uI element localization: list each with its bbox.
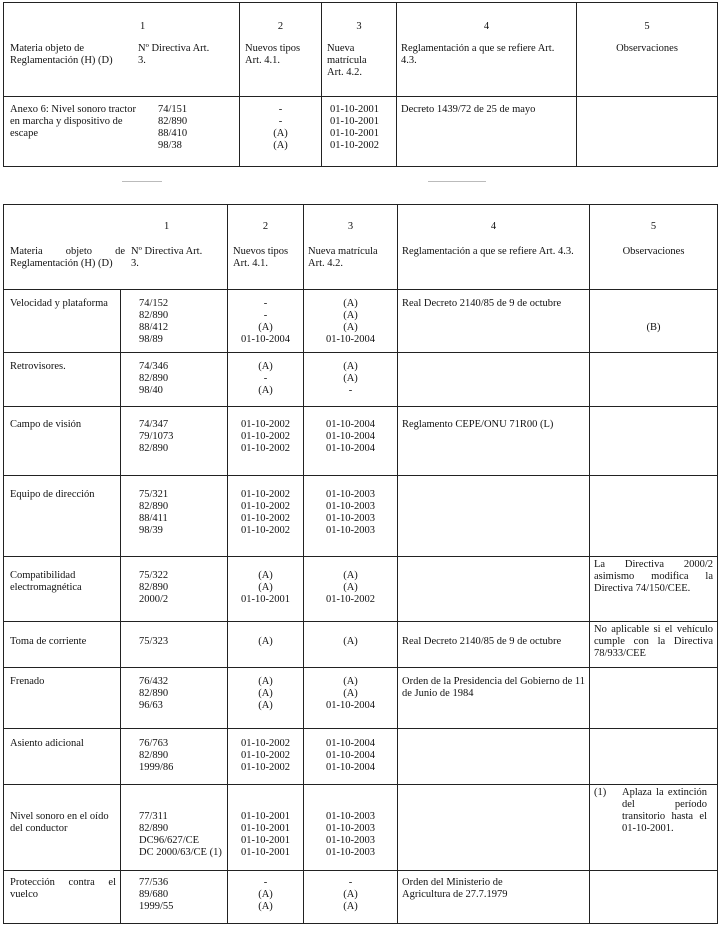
t2-cell-directivas [121,622,228,668]
t2-materia-text: Nivel sonoro en el oído del conductor [4,785,121,871]
t2-cell-nuevos-tipos [228,785,304,871]
t2-directiva: 88/411 [139,513,168,524]
t2-nueva-matricula-value: (A) [343,361,358,372]
t2-materia-text: Compatibilidad electromagnética [4,557,121,622]
t2-directiva: 1999/55 [139,901,174,912]
t2-cell-directivas [121,476,228,557]
t1-nuevos-tipos-value: (A) [273,140,288,151]
t2-nueva-matricula-value: (A) [343,582,358,593]
t2-observaciones-text: Aplaza la extinción del período transitorio hasta el 01-10-2001. [622,787,707,834]
t1-header-reglamentacion [397,3,577,97]
t2-cell-observaciones: No aplicable si el vehículo cumple con la Directiva 78/933/CEE [590,622,718,668]
t2-nuevos-tipos-value: (A) [258,582,273,593]
t2-row-asiento-adicional [4,729,718,785]
t2-cell-directivas [121,668,228,729]
t2-directiva: 82/890 [139,373,169,384]
t2-directiva: 82/890 [139,688,169,699]
t2-nuevos-tipos-value: 01-10-2002 [241,501,290,512]
t2-cell-observaciones [590,476,718,557]
t2-header-reglamentacion [398,205,590,290]
t2-nuevos-tipos-value: 01-10-2001 [241,847,290,858]
t2-directiva: 82/890 [139,582,169,593]
t1-directivas-list [138,104,187,152]
t1-col-number-2: 2 [277,21,284,32]
t2-nuevos-tipos-value: - [263,298,268,309]
t2-nuevos-tipos-value: - [263,310,268,321]
t2-header-directiva-label: Nº Directiva Art. 3. [131,246,203,269]
t2-nueva-matricula-value: (A) [343,676,358,687]
t2-directiva: 82/890 [139,310,169,321]
t2-row-nivel-sonoro-conductor [4,785,718,871]
scan-mark [428,181,486,182]
t2-cell-nueva-matricula [304,290,398,353]
t2-nuevos-tipos-value: 01-10-2002 [241,525,290,536]
t2-row-campo-vision [4,407,718,476]
t2-directiva: 82/890 [139,443,169,454]
t2-directiva: 75/322 [139,570,169,581]
t2-nueva-matricula-value: 01-10-2003 [326,489,375,500]
t2-cell-nuevos-tipos [228,871,304,924]
t2-directiva: 98/89 [139,334,163,345]
t2-cell-observaciones [590,785,718,871]
t2-cell-directivas [121,871,228,924]
t2-nuevos-tipos-value: 01-10-2002 [241,738,290,749]
t2-nuevos-tipos-value: 01-10-2001 [241,811,290,822]
t2-materia-text: Retrovisores. [4,353,121,407]
t2-nuevos-tipos-value: 01-10-2001 [241,594,290,605]
t2-nuevos-tipos-value: 01-10-2004 [241,334,290,345]
t2-materia-text: Protección contra el vuelco [4,871,121,924]
t2-directiva: 82/890 [139,750,169,761]
t2-cell-directivas [121,557,228,622]
t2-nueva-matricula-value: (A) [343,688,358,699]
t2-nuevos-tipos-value: (A) [258,385,273,396]
t1-directiva: 82/890 [158,116,188,127]
t2-directiva: 74/346 [139,361,169,372]
t1-nueva-matricula-value: 01-10-2001 [330,116,379,127]
t2-cell-nueva-matricula [304,407,398,476]
t2-nuevos-tipos-value: - [263,877,268,888]
t2-row-compatibilidad [4,557,718,622]
t2-nuevos-tipos-value: (A) [258,889,273,900]
t2-nuevos-tipos-value: 01-10-2002 [241,419,290,430]
t2-cell-nuevos-tipos [228,353,304,407]
t1-header-nuevos-tipos-label: Nuevos tipos Art. 4.1. [245,43,301,66]
scan-mark [122,181,162,182]
t2-cell-directivas [121,785,228,871]
t2-directiva: 77/311 [139,811,168,822]
t2-materia-text: Campo de visión [4,407,121,476]
t2-cell-nuevos-tipos [228,476,304,557]
t2-materia-text: Asiento adicional [4,729,121,785]
t2-nueva-matricula-value: 01-10-2004 [326,762,375,773]
t2-cell-reglamentacion [398,785,590,871]
t1-cell-observaciones [577,97,718,167]
t2-nuevos-tipos-value: (A) [258,361,273,372]
t1-nueva-matricula-value: 01-10-2001 [330,104,379,115]
t2-directiva: 82/890 [139,501,169,512]
t1-directiva: 98/38 [158,140,182,151]
t2-nuevos-tipos-value: (A) [258,901,273,912]
t2-directiva: 74/152 [139,298,169,309]
t2-directiva: 98/40 [139,385,163,396]
t2-cell-reglamentacion: Orden de la Presidencia del Gobierno de 11 de Junio de 1984 [398,668,590,729]
t2-cell-reglamentacion: Reglamento CEPE/ONU 71R00 (L) [398,407,590,476]
t2-nueva-matricula-value: 01-10-2004 [326,750,375,761]
t2-cell-directivas [121,353,228,407]
t2-row-proteccion-vuelco [4,871,718,924]
t2-nuevos-tipos-value: 01-10-2001 [241,835,290,846]
t2-cell-nuevos-tipos [228,729,304,785]
t2-nueva-matricula-value: 01-10-2004 [326,431,375,442]
t2-header-reglamentacion-label: Reglamentación a que se refiere Art. 4.3. [402,246,574,257]
t2-nuevos-tipos-value: - [263,373,268,384]
t1-col-number-4: 4 [483,21,490,32]
t2-materia-text: Velocidad y plataforma [4,290,121,353]
t2-cell-nueva-matricula [304,871,398,924]
t2-cell-nuevos-tipos [228,407,304,476]
t2-nueva-matricula-value: 01-10-2002 [326,594,375,605]
t2-directiva: 89/680 [139,889,169,900]
t2-cell-observaciones [590,871,718,924]
t2-cell-observaciones [590,353,718,407]
t2-row-velocidad [4,290,718,353]
t2-nueva-matricula-value: 01-10-2003 [326,823,375,834]
t2-cell-reglamentacion: Orden del Ministerio de Agricultura de 27.7.1979 [398,871,590,924]
t1-materia-text: Anexo 6: Nivel sonoro tractor en marcha y dispositivo de escape [10,104,136,139]
t2-header-observaciones-label: Observaciones [622,246,685,257]
t1-header-reglamentacion-label: Reglamentación a que se refiere Art. 4.3. [401,43,555,66]
t2-nuevos-tipos-value: 01-10-2001 [241,823,290,834]
t2-nueva-matricula-value: 01-10-2004 [326,738,375,749]
t2-directiva: 79/1073 [139,431,174,442]
t2-nueva-matricula-value: (A) [343,373,358,384]
t2-cell-nueva-matricula [304,729,398,785]
t2-cell-nueva-matricula [304,622,398,668]
t2-header-nueva-matricula [304,205,398,290]
t2-nueva-matricula-value: (A) [343,570,358,581]
table-reglamentacion [3,204,718,924]
t2-col-number-2: 2 [262,221,269,232]
table2-header-row [4,205,718,290]
t1-nuevos-tipos-value: - [278,104,283,115]
t2-materia-text: Equipo de dirección [4,476,121,557]
t2-nueva-matricula-value: 01-10-2004 [326,334,375,345]
t2-nueva-matricula-value: 01-10-2004 [326,700,375,711]
t2-nuevos-tipos-value: 01-10-2002 [241,762,290,773]
t2-nueva-matricula-value: 01-10-2004 [326,443,375,454]
t2-header-materia-directiva [4,205,228,290]
t2-cell-observaciones [590,729,718,785]
t1-cell-nuevos-tipos [240,97,322,167]
t2-cell-directivas [121,290,228,353]
t2-nuevos-tipos-value: 01-10-2002 [241,513,290,524]
t2-header-materia-label: Materia objeto de Reglamentación (H) (D) [10,246,125,269]
t2-cell-nueva-matricula [304,557,398,622]
t2-row-retrovisores [4,353,718,407]
t1-header-observaciones-label: Observaciones [616,43,678,54]
t2-directiva: 98/39 [139,525,163,536]
t2-nueva-matricula-value: - [348,385,353,396]
t2-nuevos-tipos-value: (A) [258,636,273,647]
t2-row-equipo-direccion [4,476,718,557]
t2-directiva: 1999/86 [139,762,174,773]
t2-header-observaciones [590,205,718,290]
t2-nueva-matricula-value: 01-10-2003 [326,835,375,846]
t2-nueva-matricula-value: (A) [343,310,358,321]
t1-cell-reglamentacion: Decreto 1439/72 de 25 de mayo [397,97,577,167]
t2-cell-nuevos-tipos [228,622,304,668]
t2-nueva-matricula-value: (A) [343,901,358,912]
t2-header-nueva-matricula-label: Nueva matrícula Art. 4.2. [308,246,378,269]
t1-nueva-matricula-value: 01-10-2001 [330,128,379,139]
t2-directiva: 75/321 [139,489,169,500]
t2-cell-reglamentacion [398,353,590,407]
t2-header-nuevos-tipos [228,205,304,290]
t2-col-number-3: 3 [347,221,354,232]
t2-nueva-matricula-value: (A) [343,322,358,333]
t1-header-materia [4,3,240,97]
t2-col-number-5: 5 [650,221,657,232]
t2-cell-nueva-matricula [304,476,398,557]
t1-col-number-5: 5 [644,21,650,32]
t1-cell-nueva-matricula [322,97,397,167]
t2-nueva-matricula-value: 01-10-2003 [326,847,375,858]
t1-col-number-1: 1 [140,21,146,32]
t1-col-number-3: 3 [356,21,362,32]
t2-cell-observaciones: La Directiva 2000/2 asimismo modifica la Directiva 74/150/CEE. [590,557,718,622]
t2-directiva: DC96/627/CE [139,835,200,846]
t2-nuevos-tipos-value: (A) [258,688,273,699]
t2-cell-reglamentacion [398,476,590,557]
t1-header-materia-label: Materia objeto de Reglamentación (H) (D) [10,43,113,66]
t2-cell-nuevos-tipos [228,557,304,622]
t2-directiva: 76/763 [139,738,169,749]
t1-nuevos-tipos-value: - [278,116,283,127]
t2-cell-nuevos-tipos [228,668,304,729]
t2-directiva: 2000/2 [139,594,169,605]
t2-nuevos-tipos-value: (A) [258,322,273,333]
t2-directiva: 96/63 [139,700,163,711]
t2-nuevos-tipos-value: 01-10-2002 [241,489,290,500]
t2-nueva-matricula-value: - [348,877,353,888]
t2-directiva: DC 2000/63/CE (1) [139,847,222,858]
table1-header-row [4,3,718,97]
t2-cell-reglamentacion: Real Decreto 2140/85 de 9 de octubre [398,622,590,668]
t2-cell-observaciones [590,668,718,729]
t2-cell-observaciones: (B) [590,290,718,353]
t2-cell-reglamentacion [398,729,590,785]
t2-directiva: 76/432 [139,676,169,687]
t2-nuevos-tipos-value: (A) [258,570,273,581]
t2-directiva: 82/890 [139,823,169,834]
t2-directiva: 77/536 [139,877,169,888]
t2-nueva-matricula-value: 01-10-2003 [326,513,375,524]
t2-cell-nueva-matricula [304,785,398,871]
t2-nueva-matricula-value: 01-10-2003 [326,525,375,536]
t2-row-toma-corriente [4,622,718,668]
t2-cell-nueva-matricula [304,353,398,407]
t2-cell-reglamentacion [398,557,590,622]
t2-nueva-matricula-value: 01-10-2003 [326,501,375,512]
t2-nueva-matricula-value: 01-10-2003 [326,811,375,822]
t1-header-directiva-label: Nº Directiva Art. 3. [138,43,210,66]
t2-nuevos-tipos-value: (A) [258,676,273,687]
t1-directiva: 74/151 [158,104,188,115]
t2-cell-nueva-matricula [304,668,398,729]
t2-nueva-matricula-value: (A) [343,636,358,647]
t2-nuevos-tipos-value: 01-10-2002 [241,431,290,442]
t2-cell-observaciones [590,407,718,476]
t2-cell-directivas [121,407,228,476]
t1-header-observaciones [577,3,718,97]
t2-nuevos-tipos-value: 01-10-2002 [241,443,290,454]
t2-directiva: 74/347 [139,419,169,430]
t2-header-nuevos-tipos-label: Nuevos tipos Art. 4.1. [233,246,289,269]
t2-materia-text: Frenado [4,668,121,729]
t2-col-number-1: 1 [164,221,170,232]
t2-nueva-matricula-value: (A) [343,298,358,309]
t2-nueva-matricula-value: (A) [343,889,358,900]
footnote-mark: (1) [594,787,607,798]
t2-col-number-4: 4 [490,221,497,232]
t1-directiva: 88/410 [158,128,188,139]
t2-nuevos-tipos-value: (A) [258,700,273,711]
t1-header-nuevos-tipos [240,3,322,97]
t1-header-nueva-matricula-label: Nueva matrícula Art. 4.2. [327,43,367,78]
t1-row-anexo6 [4,97,718,167]
t1-nueva-matricula-value: 01-10-2002 [330,140,379,151]
t2-row-frenado [4,668,718,729]
t2-nueva-matricula-value: 01-10-2004 [326,419,375,430]
t1-cell-materia [4,97,240,167]
t2-directiva: 88/412 [139,322,169,333]
t2-nuevos-tipos-value: 01-10-2002 [241,750,290,761]
t1-nuevos-tipos-value: (A) [273,128,288,139]
t2-cell-directivas [121,729,228,785]
table-anexo-6 [3,2,718,167]
t2-cell-nuevos-tipos [228,290,304,353]
t2-directiva: 75/323 [139,636,169,647]
t2-materia-text: Toma de corriente [4,622,121,668]
t1-header-nueva-matricula [322,3,397,97]
t2-cell-reglamentacion: Real Decreto 2140/85 de 9 de octubre [398,290,590,353]
